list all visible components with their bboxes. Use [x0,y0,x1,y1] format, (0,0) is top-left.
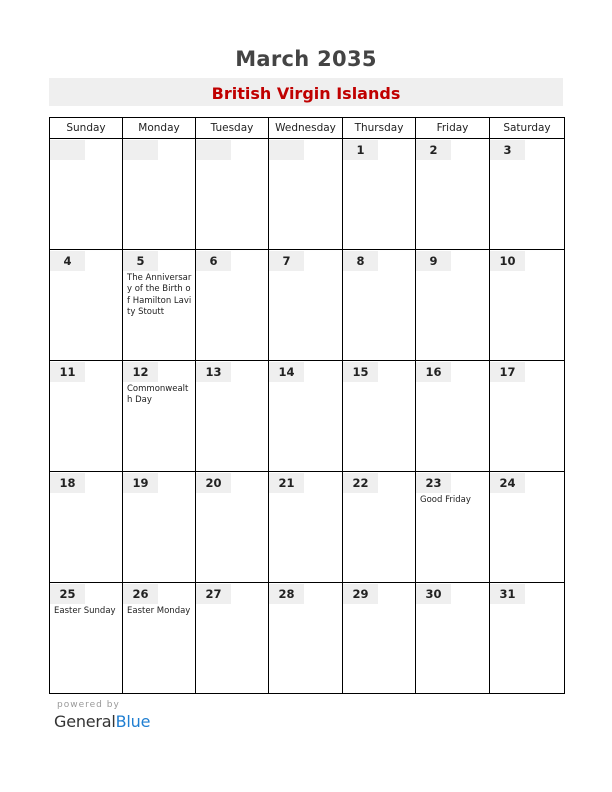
country-name: British Virgin Islands [211,84,401,103]
calendar-day-cell [343,139,416,250]
calendar-week-row [50,361,565,472]
day-number: 15 [343,362,378,382]
day-number: 16 [416,362,451,382]
day-number: 10 [490,251,525,271]
calendar-day-cell [490,250,565,361]
weekday-header: Saturday [490,118,565,139]
calendar-day-cell [416,139,490,250]
calendar-week-row [50,583,565,694]
calendar-day-cell [490,361,565,472]
calendar-day-cell [343,361,416,472]
calendar-day-cell [269,583,343,694]
day-number: 23 [416,473,451,493]
brand-logo[interactable] [54,712,150,731]
calendar-day-cell [490,139,565,250]
calendar-day-cell [490,583,565,694]
calendar-day-cell [196,139,269,250]
calendar-week-row [50,472,565,583]
calendar-day-cell [50,472,123,583]
calendar-day-cell [416,472,490,583]
holiday-label: Good Friday [420,495,471,505]
calendar-week-row [50,139,565,250]
day-number: 27 [196,584,231,604]
holiday-label: Easter Monday [127,606,191,616]
calendar-day-cell [343,250,416,361]
day-number: 20 [196,473,231,493]
weekday-header: Friday [416,118,490,139]
calendar-day-cell [416,583,490,694]
day-number: 6 [196,251,231,271]
weekday-header: Monday [123,118,196,139]
day-number: 21 [269,473,304,493]
calendar-day-cell [50,583,123,694]
calendar-day-cell [50,250,123,361]
calendar-day-cell [123,139,196,250]
calendar-week-row [50,250,565,361]
calendar-day-cell [416,361,490,472]
day-number: 31 [490,584,525,604]
day-number [196,140,231,160]
calendar-day-cell [416,250,490,361]
calendar-day-cell [196,361,269,472]
calendar-day-cell [196,250,269,361]
day-number [123,140,158,160]
day-number: 5 [123,251,158,271]
brand-general-text: General [54,712,116,731]
weekday-header-row [50,118,565,139]
weekday-header: Wednesday [269,118,343,139]
page-title: March 2035 [235,47,377,71]
calendar-day-cell [50,139,123,250]
calendar-day-cell [343,583,416,694]
holiday-label: The Anniversary of the Birth of Hamilton Lavity Stoutt [127,273,192,317]
calendar-day-cell [123,472,196,583]
holiday-label: Easter Sunday [54,606,116,616]
holiday-label: Commonwealth Day [127,384,189,406]
calendar-day-cell [196,583,269,694]
calendar-day-cell [123,583,196,694]
day-number: 17 [490,362,525,382]
day-number [50,140,85,160]
day-number: 30 [416,584,451,604]
day-number: 11 [50,362,85,382]
day-number: 25 [50,584,85,604]
day-number: 1 [343,140,378,160]
calendar-day-cell [490,472,565,583]
day-number: 26 [123,584,158,604]
day-number: 12 [123,362,158,382]
day-number: 19 [123,473,158,493]
calendar-grid [49,117,565,694]
day-number: 4 [50,251,85,271]
weekday-header: Thursday [343,118,416,139]
calendar-day-cell [269,250,343,361]
brand-blue-text: Blue [115,712,151,731]
day-number: 28 [269,584,304,604]
day-number: 3 [490,140,525,160]
day-number: 29 [343,584,378,604]
day-number [269,140,304,160]
calendar-day-cell [269,139,343,250]
calendar-day-cell [269,472,343,583]
weekday-header: Sunday [50,118,123,139]
calendar-day-cell [123,250,196,361]
calendar-day-cell [123,361,196,472]
weekday-header: Tuesday [196,118,269,139]
calendar-day-cell [196,472,269,583]
day-number: 18 [50,473,85,493]
day-number: 24 [490,473,525,493]
day-number: 7 [269,251,304,271]
calendar-day-cell [50,361,123,472]
day-number: 9 [416,251,451,271]
day-number: 13 [196,362,231,382]
powered-by-label: powered by [57,700,120,710]
day-number: 8 [343,251,378,271]
day-number: 14 [269,362,304,382]
day-number: 22 [343,473,378,493]
calendar-day-cell [343,472,416,583]
day-number: 2 [416,140,451,160]
calendar-day-cell [269,361,343,472]
